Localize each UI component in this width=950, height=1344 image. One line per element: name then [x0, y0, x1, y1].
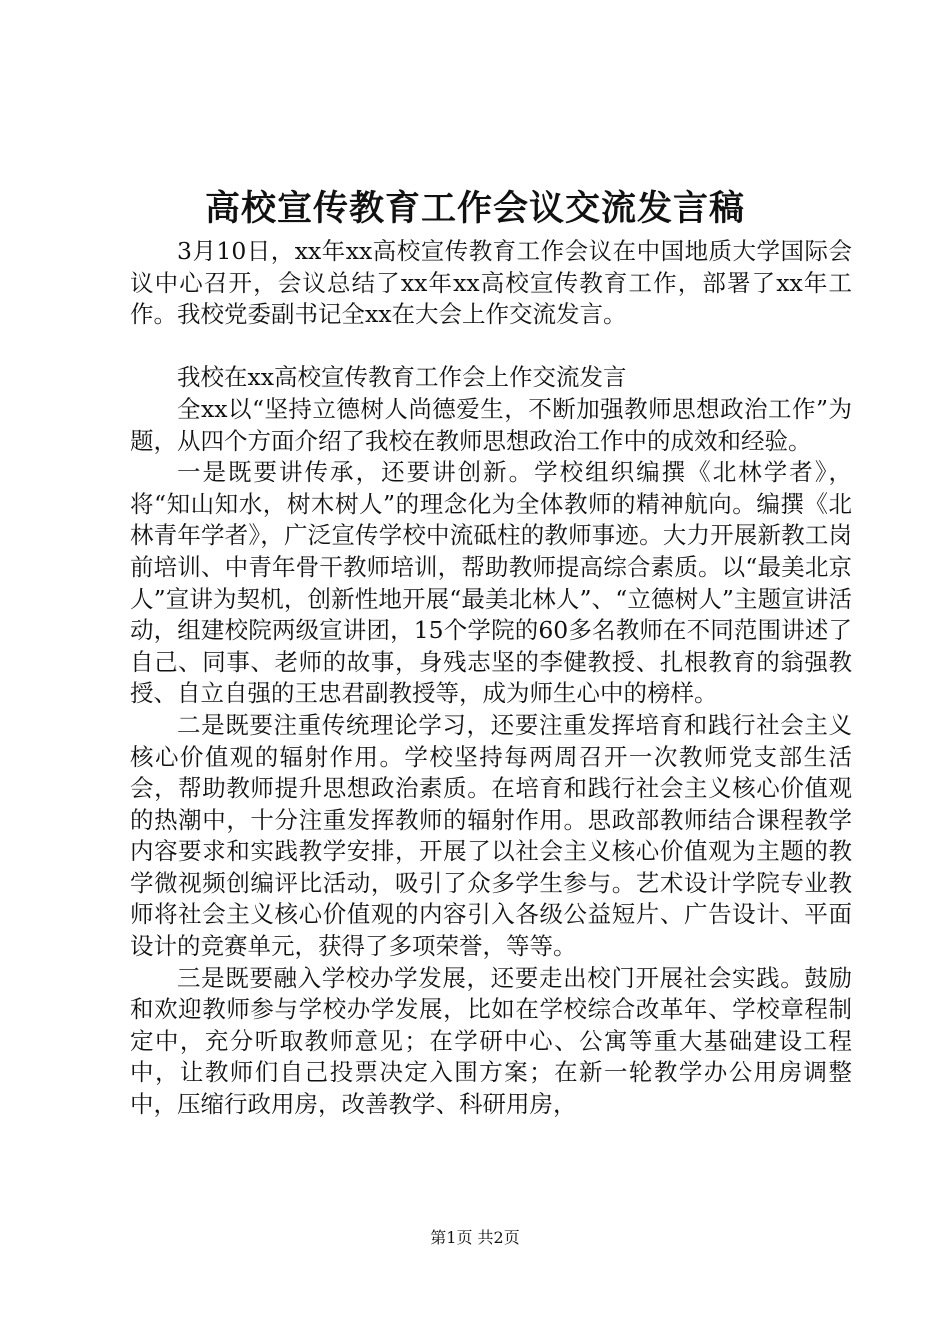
document-title: 高校宣传教育工作会议交流发言稿: [204, 188, 745, 229]
paragraph-point-one: 一是既要讲传承，还要讲创新。学校组织编撰《北林学者》，将“知山知水，树木树人”的理念化为全体教师的精神航向。编撰《北林青年学者》，广泛宣传学校中流砥柱的教师事迹。大力开展新教工岗前培训、中青年骨干教师培训，帮助教师提高综合素质。以“最美北京人”宣讲为契机，创新性地开展“最美北林人”、“立德树人”主题宣讲活动，组建校院两级宣讲团，15个学院的60多名教师在不同范围讲述了自己、同事、老师的故事，身残志坚的李健教授、扎根教育的翁强教授、自立自强的王忠君副教授等，成为师生心中的榜样。: [130, 458, 852, 708]
paragraph-subtitle: 我校在xx高校宣传教育工作会上作交流发言: [177, 363, 627, 392]
paragraph-point-three: 三是既要融入学校办学发展，还要走出校门开展社会实践。鼓励和欢迎教师参与学校办学发展，比如在学校综合改革年、学校章程制定中，充分听取教师意见；在学研中心、公寓等重大基础建设工程中，让教师们自己投票决定入围方案；在新一轮教学办公用房调整中，压缩行政用房，改善教学、科研用房，: [130, 963, 852, 1119]
page-footer: 第1页 共2页: [430, 1228, 520, 1247]
paragraph-point-two: 二是既要注重传统理论学习，还要注重发挥培育和践行社会主义核心价值观的辐射作用。学校坚持每两周召开一次教师党支部生活会，帮助教师提升思想政治素质。在培育和践行社会主义核心价值观的热潮中，十分注重发挥教师的辐射作用。思政部教师结合课程教学内容要求和实践教学安排，开展了以社会主义核心价值观为主题的教学微视频创编评比活动，吸引了众多学生参与。艺术设计学院专业教师将社会主义核心价值观的内容引入各级公益短片、广告设计、平面设计的竞赛单元，获得了多项荣誉，等等。: [130, 710, 852, 961]
document-body: [130, 236, 852, 1121]
paragraph-intro: 3月10日，xx年xx高校宣传教育工作会议在中国地质大学国际会议中心召开，会议总结了xx年xx高校宣传教育工作，部署了xx年工作。我校党委副书记全xx在大会上作交流发言。: [130, 237, 852, 329]
paragraph-theme: 全xx以“坚持立德树人尚德爱生，不断加强教师思想政治工作”为题，从四个方面介绍了我校在教师思想政治工作中的成效和经验。: [130, 394, 852, 455]
